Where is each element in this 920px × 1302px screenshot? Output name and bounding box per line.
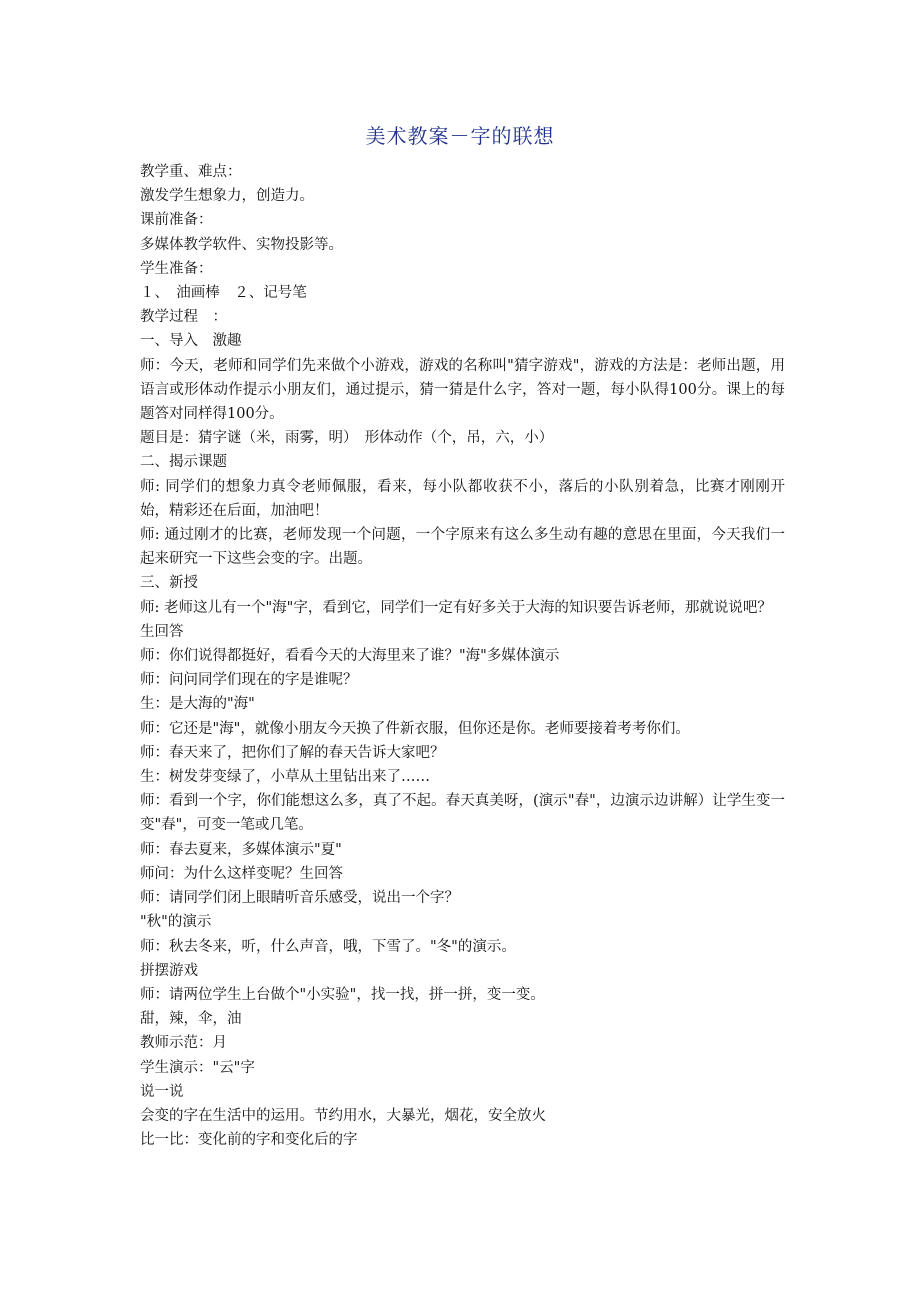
paragraph: 三、新授 (140, 575, 198, 592)
paragraph: 教学重、难点： (140, 164, 242, 180)
paragraph: 比一比：变化前的字和变化后的字 (140, 1132, 358, 1149)
paragraph: 师：它还是"海"，就像小朋友今天换了件新衣服，但你还是你。老师要接着考考你们。 (140, 720, 690, 737)
paragraph: 生回答 (140, 623, 184, 640)
paragraph: 师：请同学们闭上眼睛听音乐感受，说出一个字？ (140, 890, 459, 907)
paragraph: 师：你们说得都挺好，看看今天的大海里来了谁？"海"多媒体演示 (140, 648, 560, 665)
paragraph: 师：春去夏来，多媒体演示"夏" (140, 841, 342, 858)
paragraph: 师：请两位学生上台做个"小实验"，找一找，拼一拼，变一变。 (140, 986, 545, 1003)
paragraph: 多媒体教学软件、实物投影等。 (140, 236, 343, 253)
paragraph: 课前准备： (140, 212, 213, 229)
paragraph: 师：春天来了，把你们了解的春天告诉大家吧？ (140, 744, 445, 761)
paragraph: 师: 老师这儿有一个"海"字，看到它，同学们一定有好多关于大海的知识要告诉老师，那就说说吧？ (140, 599, 772, 616)
paragraph: 师问：为什么这样变呢？生回答 (140, 865, 343, 882)
paragraph: 题目是：猜字谜（米，雨雾，明） 形体动作（个，吊，六，小） (140, 430, 554, 447)
paragraph: 激发学生想象力，创造力。 (140, 188, 314, 205)
paragraph: 学生准备： (140, 260, 213, 277)
paragraph: 说一说 (140, 1083, 184, 1100)
paragraph: 师：问问同学们现在的字是谁呢？ (140, 672, 358, 689)
paragraph: 拼摆游戏 (140, 962, 198, 979)
paragraph: 师：看到一个字，你们能想这么多，真了不起。春天真美呀，(演示"春"，边演示边讲解）让学生变一变"春"，可变一笔或几笔。 (140, 793, 785, 834)
paragraph: 会变的字在生活中的运用。节约用水，大暴光，烟花，安全放火 (140, 1107, 546, 1124)
paragraph: 甜，辣，伞，油 (140, 1011, 242, 1028)
paragraph: １、 油画棒 ２、记号笔 (140, 285, 307, 302)
paragraph: 生：树发芽变绿了，小草从土里钻出来了…… (140, 769, 430, 786)
paragraph: 学生演示："云"字 (140, 1059, 255, 1076)
paragraph: 师: 同学们的想象力真令老师佩服，看来，每小队都收获不小，落后的小队别着急，比赛才刚刚开始，精彩还在后面，加油吧！ (140, 478, 785, 519)
paragraph: 教学过程 ： (140, 309, 227, 326)
paragraph: 生：是大海的"海" (140, 696, 255, 713)
paragraph: 教师示范：月 (140, 1035, 227, 1052)
paragraph: 师：今天，老师和同学们先来做个小游戏，游戏的名称叫"猜字游戏"，游戏的方法是：老师出题，用语言或形体动作提示小朋友们，通过提示，猜一猜是什么字，答对一题，每小队得100分。课上的每题答对同样得100分。 (140, 357, 785, 423)
document-body (140, 160, 785, 1152)
paragraph: 二、揭示课题 (140, 454, 227, 471)
paragraph: 师：秋去冬来，听，什么声音，哦，下雪了。"冬"的演示。 (140, 938, 516, 955)
document-title: 美术教案－字的联想 (365, 124, 555, 148)
paragraph: "秋"的演示 (140, 914, 212, 931)
paragraph: 师: 通过刚才的比赛，老师发现一个问题，一个字原来有这么多生动有趣的意思在里面，今天我们一起来研究一下这些会变的字。出题。 (140, 527, 785, 568)
paragraph: 一、导入 激趣 (140, 333, 242, 350)
